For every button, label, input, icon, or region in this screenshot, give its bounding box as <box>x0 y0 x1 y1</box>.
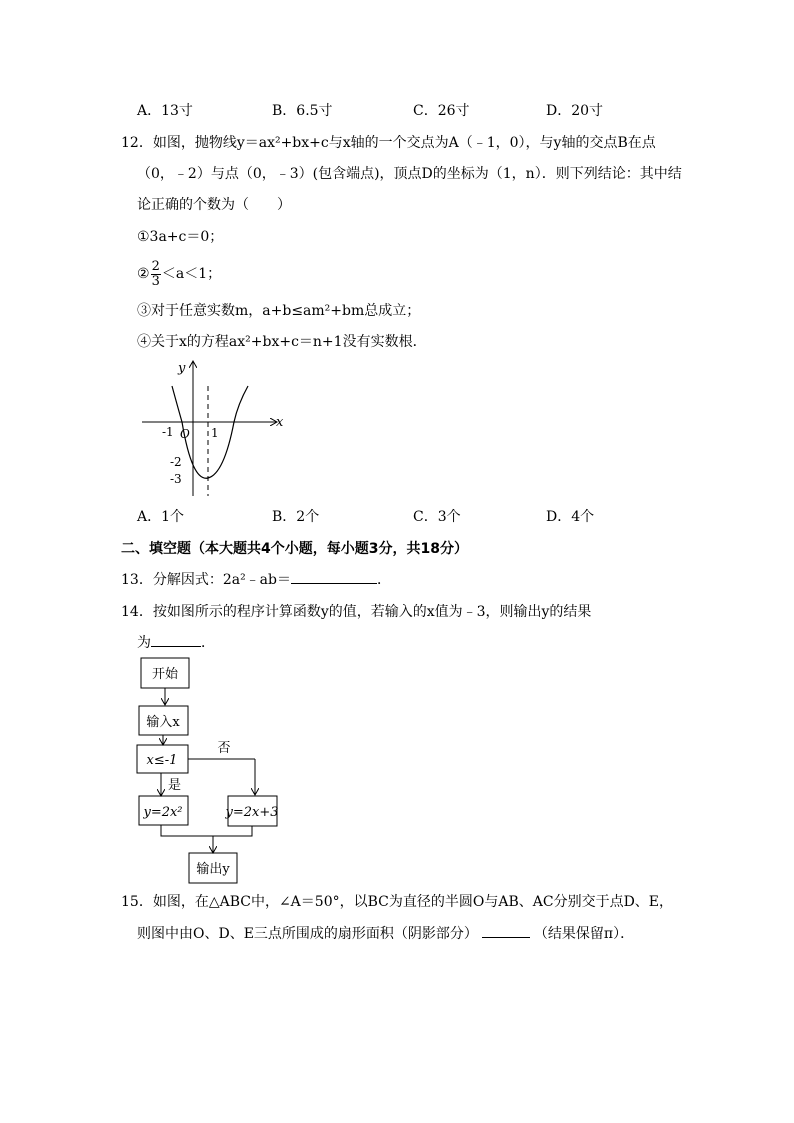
q15-line-2 <box>137 924 634 944</box>
q15-answer-blank <box>482 937 530 938</box>
q12-statement-2 <box>137 258 221 290</box>
q12-line-2: （0，﹣2）与点（0，﹣3）(包含端点)，顶点D的坐标为（1，n）．则下列结论：其中结 <box>137 166 682 182</box>
y-axis-label: y <box>178 361 186 376</box>
x-axis-label: x <box>276 415 284 430</box>
fraction-denominator: 3 <box>151 273 160 289</box>
q14-answer-blank <box>151 646 201 647</box>
q12-statement-2-prefix: ② <box>137 266 150 282</box>
q14-line-2-prefix: 为 <box>137 635 151 651</box>
q12-line-3: 论正确的个数为（ ） <box>137 197 291 213</box>
q12-option-b: B．2个 <box>272 509 320 525</box>
q14-line-1: 14．按如图所示的程序计算函数y的值，若输入的x值为﹣3，则输出y的结果 <box>121 604 592 620</box>
q15-line-2-suffix: （结果保留π）． <box>533 926 635 942</box>
flow-left-formula: y=2x² <box>143 805 183 820</box>
q11-option-b: B．6.5寸 <box>272 103 333 119</box>
q13-answer-blank <box>291 583 377 584</box>
q12-statement-1: ①3a+c＝0； <box>137 229 224 245</box>
q13-text: 13．分解因式：2a²﹣ab＝ <box>121 572 291 588</box>
q12-option-c: C．3个 <box>413 509 461 525</box>
q12-option-d: D．4个 <box>546 509 595 525</box>
q14-line-2-end: ． <box>201 635 215 651</box>
q15-line-2-prefix: 则图中由O、D、E三点所围成的扇形面积（阴影部分） <box>137 926 478 942</box>
q12-line-1: 12．如图，抛物线y＝ax²+bx+c与x轴的一个交点为A（﹣1，0），与y轴的交点B在点 <box>121 135 656 151</box>
q13-line <box>121 570 391 590</box>
flow-yes-label: 是 <box>168 778 182 793</box>
fraction-numerator: 2 <box>151 258 160 274</box>
flow-no-label: 否 <box>217 741 231 756</box>
flow-merge-line <box>161 825 252 836</box>
q12-statement-4: ④关于x的方程ax²+bx+c＝n+1没有实数根． <box>137 334 427 350</box>
flow-right-formula: y=2x+3 <box>225 805 279 820</box>
flow-output-label: 输出y <box>196 862 230 877</box>
tick-neg1: -1 <box>162 425 174 439</box>
parabola-graph <box>138 356 298 496</box>
fraction <box>151 260 161 289</box>
q14-line-2 <box>137 633 215 653</box>
flow-condition-label: x≤-1 <box>146 753 178 768</box>
q12-statement-2-suffix: ＜a＜1； <box>161 266 222 282</box>
q11-option-a: A．13寸 <box>137 103 193 119</box>
origin-label: O <box>180 427 190 441</box>
flow-start-label: 开始 <box>151 667 179 682</box>
q12-option-a: A．1个 <box>137 509 185 525</box>
section-2-heading: 二、填空题（本大题共4个小题，每小题3分，共18分） <box>121 541 468 557</box>
q13-end: ． <box>377 572 391 588</box>
q11-option-d: D．20寸 <box>546 103 604 119</box>
q12-statement-3: ③对于任意实数m，a+b≤am²+bm总成立； <box>137 303 421 319</box>
tick-neg3: -3 <box>170 472 182 486</box>
tick-1: 1 <box>211 426 219 440</box>
tick-neg2: -2 <box>170 455 182 469</box>
flowchart <box>134 656 294 886</box>
q15-line-1: 15．如图，在△ABC中，∠A＝50°，以BC为直径的半圆O与AB、AC分别交于点D、E， <box>121 894 674 910</box>
q11-option-c: C．26寸 <box>413 103 470 119</box>
flow-input-label: 输入x <box>146 715 180 730</box>
